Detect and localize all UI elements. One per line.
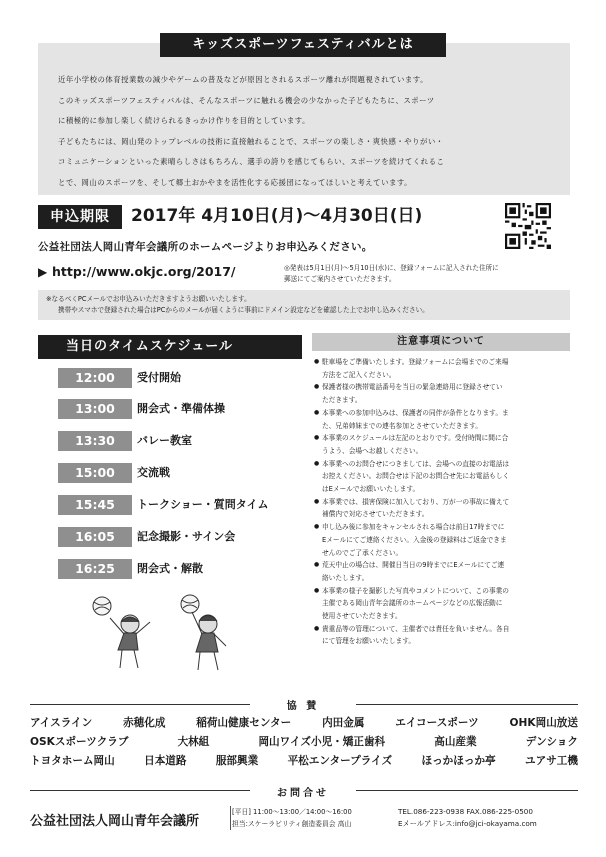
- schedule-item: [58, 492, 298, 518]
- sponsor-name: 内田金属: [322, 717, 365, 729]
- schedule-label: 閉会式・解散: [137, 562, 203, 575]
- sponsor-name: OSKスポーツクラブ: [30, 736, 129, 748]
- notice-line: 携帯やスマホで登録された場合はPCからのメールが届くように事前にドメイン設定などを確認した上でお申し込みください。: [58, 306, 429, 314]
- note-line: ● 本事業の様子を撮影した写真やコメントについて、この事業の: [322, 586, 509, 595]
- apply-instruction: 公益社団法人岡山青年会議所のホームページよりお申込みください。: [38, 241, 373, 253]
- schedule-time: 16:25: [58, 559, 132, 579]
- note-line: ● 保護者様の携帯電話番号を当日の緊急連絡用に登録させてい: [322, 383, 503, 392]
- intro-line: とで、岡山のスポーツを、そして郷土おかやまを活性化する応援団になってほしいと考えています。: [58, 177, 413, 187]
- schedule-item: [58, 428, 298, 454]
- schedule-time: 15:45: [58, 495, 132, 515]
- schedule-time: 12:00: [58, 368, 132, 388]
- note-item: [314, 458, 576, 496]
- sponsor-row: [30, 733, 578, 752]
- intro-line: 近年小学校の体育授業数の減少やゲームの普及などが原因とされるスポーツ離れが問題視されています。: [58, 75, 428, 84]
- note-line: ◎発表は5月1日(月)〜5月10日(水)に、登録フォームに記入された住所に: [284, 264, 499, 272]
- note-item: [314, 496, 576, 521]
- sponsor-name: 稲荷山健康センター: [196, 717, 292, 729]
- deadline-label: 申込期限: [38, 205, 122, 229]
- sponsor-name: デンショク: [525, 736, 578, 748]
- note-item: [314, 521, 576, 559]
- sponsors-list: [30, 714, 578, 771]
- schedule-time: 16:05: [58, 527, 132, 547]
- sponsors-heading: 協 賛: [286, 701, 320, 712]
- note-line: ● 本事業へのお問合せにつきましては、会場への直接のお電話は: [322, 459, 510, 468]
- note-line: 主催である岡山青年会議所のホームページなどの広報活動に: [322, 599, 503, 608]
- office-hours: [平日] 11:00〜13:00／14:00〜16:00: [232, 808, 352, 816]
- notice-line: ※なるべくPCメールでお申込みいただきますようお願いいたします。: [46, 295, 251, 303]
- note-line: ● 本事業のスケジュールは左記のとおりです。受付時間に間に合: [322, 434, 509, 443]
- schedule-time: 13:30: [58, 431, 132, 451]
- pc-mail-notice: [46, 294, 429, 316]
- note-line: 使用させていただきます。: [322, 612, 402, 621]
- announcement-note: [284, 263, 584, 285]
- note-item: [314, 559, 576, 584]
- note-line: Eメールにてご連絡ください。入金後の登録料はご返金できま: [322, 535, 507, 544]
- sponsor-name: トヨタホーム岡山: [30, 755, 115, 767]
- sponsor-name: 服部興業: [215, 755, 259, 767]
- divider: [356, 704, 578, 705]
- note-item: [314, 623, 576, 648]
- schedule-label: トークショー・質問タイム: [137, 498, 269, 511]
- sponsor-row: [30, 714, 578, 733]
- note-line: 郵送にてご案内させていただきます。: [284, 275, 396, 283]
- note-line: せんのでご了承ください。: [322, 548, 403, 557]
- note-line: ● 申し込み後に参加をキャンセルされる場合は前日17時までに: [322, 523, 505, 532]
- intro-text: [58, 70, 558, 194]
- note-line: にて管理をお願いいたします。: [322, 637, 416, 646]
- sponsor-name: 岡山ワイズ小児・矯正歯科: [258, 736, 386, 748]
- schedule-item: [58, 524, 298, 550]
- sponsor-row: [30, 752, 578, 771]
- schedule-label: バレー教室: [137, 434, 192, 447]
- volleyball-kids-illustration: [80, 588, 240, 678]
- sponsor-name: アイスライン: [30, 717, 93, 729]
- note-item: [314, 432, 576, 457]
- schedule-title: 当日のタイムスケジュール: [38, 335, 302, 359]
- schedule-item: [58, 556, 298, 582]
- schedule-label: 開会式・準備体操: [137, 402, 225, 415]
- intro-line: に積極的に参加し楽しく続けられるきっかけ作りを目的としています。: [58, 116, 310, 126]
- note-line: はEメールでお願いいたします。: [322, 485, 420, 494]
- schedule-item: [58, 365, 298, 391]
- sponsor-name: ほっかほっか亭: [421, 755, 496, 767]
- schedule-item: [58, 460, 298, 486]
- schedule-label: 記念撮影・サイン会: [137, 530, 236, 543]
- note-line: ● 荒天中止の場合は、開催日当日の9時までにEメールにてご連: [322, 561, 505, 570]
- schedule-time: 13:00: [58, 399, 132, 419]
- schedule-item: [58, 396, 298, 422]
- arrow-icon: ▶: [38, 265, 48, 279]
- sponsor-name: エイコースポーツ: [395, 717, 479, 729]
- note-line: 補償内で対応させていただきます。: [322, 510, 429, 519]
- sponsor-name: 大林組: [177, 736, 210, 748]
- sponsor-name: OHK岡山放送: [509, 717, 578, 729]
- notes-list: [314, 356, 576, 648]
- phone-fax: TEL.086-223-0938 FAX.086-225-0500: [398, 807, 533, 816]
- notes-title: 注意事項について: [312, 333, 570, 351]
- divider: [356, 790, 578, 791]
- schedule-label: 受付開始: [137, 371, 181, 384]
- qr-code-icon[interactable]: [505, 203, 551, 249]
- note-line: ● 貴重品等の管理について、主催者では責任を負いません。各自: [322, 624, 510, 633]
- note-line: ● 本事業への参加申込みは、保護者の同伴が条件となります。ま: [322, 408, 509, 417]
- schedule-label: 交流戦: [137, 466, 170, 479]
- note-line: た、兄弟姉妹までの連名参加とさせていただきます。: [322, 421, 482, 430]
- note-line: ● 駐車場をご準備いたします。登録フォームに会場までのご来場: [322, 358, 509, 366]
- note-line: ただきます。: [322, 396, 362, 405]
- note-line: うよう、会場へお越しください。: [322, 446, 423, 455]
- note-line: 方法をご記入ください。: [322, 370, 396, 379]
- schedule-time: 15:00: [58, 463, 132, 483]
- email-link[interactable]: Eメールアドレス:info@jci-okayama.com: [398, 819, 537, 828]
- deadline-dates: 2017年 4月10日(月)〜4月30日(日): [131, 206, 423, 226]
- apply-url-link[interactable]: http://www.okjc.org/2017/: [52, 264, 236, 279]
- contact-heading: お問合せ: [277, 788, 329, 799]
- note-line: ● 本事業では、損害保険に加入しており、万が一の事故に備えて: [322, 497, 510, 506]
- intro-title: キッズスポーツフェスティバルとは: [160, 33, 446, 57]
- note-line: 絡いたします。: [322, 573, 369, 582]
- sponsor-name: 赤穂化成: [123, 717, 166, 729]
- divider: [30, 704, 250, 705]
- intro-line: コミュニケーションといった素晴らしさはもちろん、選手の誇りを感じてもらい、スポーツを続けてくれるこ: [58, 157, 445, 167]
- sponsor-name: 平松エンタープライズ: [287, 755, 393, 767]
- sponsor-name: ユアサ工機: [525, 755, 578, 767]
- sponsor-name: 高山産業: [434, 736, 477, 748]
- contact-person: 担当:スケーラビリティ創造委員会 高山: [232, 820, 352, 828]
- divider: [30, 790, 250, 791]
- intro-line: 子どもたちには、岡山発のトップレベルの技術に直接触れることで、スポーツの楽しさ・爽快感・やりがい・: [58, 136, 444, 146]
- note-line: お控えください。お問合せは下記のお問合せ先にお電話もしく: [322, 472, 510, 481]
- contact-details: [398, 806, 537, 830]
- note-item: [314, 407, 576, 432]
- note-item: [314, 585, 576, 623]
- divider: [230, 806, 231, 830]
- note-item: [314, 381, 576, 406]
- contact-hours: [232, 806, 352, 830]
- organizer-name: 公益社団法人岡山青年会議所: [30, 814, 200, 829]
- intro-line: このキッズスポーツフェスティバルは、そんなスポーツに触れる機会の少なかった子どもたちに、スポーツ: [58, 95, 435, 105]
- sponsor-name: 日本道路: [144, 755, 187, 767]
- note-item: [314, 356, 576, 381]
